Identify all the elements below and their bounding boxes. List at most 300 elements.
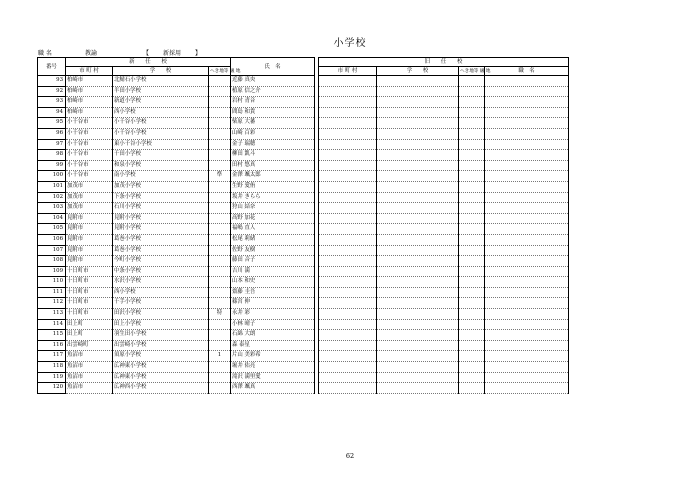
new-school: 羽生田小学校	[113, 330, 209, 341]
old-position	[485, 97, 569, 108]
old-city	[319, 319, 377, 330]
new-city: 加茂市	[66, 203, 113, 214]
old-remote-grade	[459, 245, 485, 256]
old-city	[319, 372, 377, 383]
teacher-name: 狩山 結奈	[231, 203, 315, 214]
row-number: 98	[38, 150, 66, 161]
teacher-name: 福嶋 直人	[231, 224, 315, 235]
old-position	[485, 160, 569, 171]
row-number: 104	[38, 213, 66, 224]
header-number: 番号	[38, 58, 66, 76]
old-position	[485, 181, 569, 192]
old-remote-grade	[459, 383, 485, 394]
status-label: 新採用	[163, 50, 182, 57]
row-number: 108	[38, 256, 66, 267]
old-city	[319, 86, 377, 97]
teacher-name: 吉川 満	[231, 266, 315, 277]
row-number: 107	[38, 245, 66, 256]
header-school: 学 校	[113, 67, 209, 76]
old-school	[377, 330, 459, 341]
teacher-name: 佐野 友樹	[231, 245, 315, 256]
row-number: 116	[38, 340, 66, 351]
teacher-name: 高野 加花	[231, 213, 315, 224]
teacher-name: 永井 彩	[231, 309, 315, 320]
old-school	[377, 372, 459, 383]
new-school: 半田小学校	[113, 86, 209, 97]
old-school	[377, 139, 459, 150]
old-school	[377, 309, 459, 320]
teacher-name: 植原 信之介	[231, 86, 315, 97]
old-position	[485, 383, 569, 394]
old-school	[377, 362, 459, 373]
old-position	[485, 319, 569, 330]
header-remote-grade: へき地等 級 地	[210, 68, 241, 74]
new-remote-grade	[209, 340, 231, 351]
row-number: 103	[38, 203, 66, 214]
old-school	[377, 383, 459, 394]
old-remote-grade	[459, 181, 485, 192]
position-label: 職 名	[38, 50, 52, 57]
old-school	[377, 245, 459, 256]
old-position	[485, 256, 569, 267]
new-city: 柏崎市	[66, 76, 113, 87]
teacher-name: 坂井 きらら	[231, 192, 315, 203]
table-row	[38, 107, 569, 118]
table-row	[38, 213, 569, 224]
table-row	[38, 256, 569, 267]
new-city: 見附市	[66, 224, 113, 235]
teacher-name: 山崎 百彩	[231, 128, 315, 139]
teacher-name: 山本 和史	[231, 277, 315, 288]
old-city	[319, 150, 377, 161]
old-remote-grade	[459, 277, 485, 288]
old-position	[485, 118, 569, 129]
old-school	[377, 234, 459, 245]
old-position	[485, 171, 569, 182]
new-remote-grade	[209, 298, 231, 309]
table-row	[38, 383, 569, 394]
old-remote-grade	[459, 287, 485, 298]
table-row	[38, 192, 569, 203]
new-city: 田上町	[66, 330, 113, 341]
new-school: 見附小学校	[113, 224, 209, 235]
old-position	[485, 86, 569, 97]
new-city: 加茂市	[66, 192, 113, 203]
old-remote-grade	[459, 97, 485, 108]
row-number: 101	[38, 181, 66, 192]
teacher-name: 金澤 颯太郎	[231, 171, 315, 182]
old-position	[485, 340, 569, 351]
old-school	[377, 340, 459, 351]
teacher-name: 西澤 颯真	[231, 383, 315, 394]
new-city: 十日町市	[66, 309, 113, 320]
table-row	[38, 372, 569, 383]
old-remote-grade	[459, 234, 485, 245]
row-number: 115	[38, 330, 66, 341]
new-school: 小千谷小学校	[113, 128, 209, 139]
new-city: 小千谷市	[66, 160, 113, 171]
old-position	[485, 245, 569, 256]
old-remote-grade	[459, 224, 485, 235]
row-number: 118	[38, 362, 66, 373]
old-school	[377, 203, 459, 214]
row-number: 110	[38, 277, 66, 288]
new-remote-grade	[209, 203, 231, 214]
new-city: 加茂市	[66, 181, 113, 192]
old-remote-grade	[459, 128, 485, 139]
teacher-name: 堀井 佑亮	[231, 362, 315, 373]
old-city	[319, 351, 377, 362]
row-number: 99	[38, 160, 66, 171]
old-city	[319, 266, 377, 277]
row-number: 94	[38, 107, 66, 118]
old-city	[319, 256, 377, 267]
teacher-name: 近藤 真央	[231, 76, 315, 87]
table-row	[38, 351, 569, 362]
new-remote-grade: 特	[209, 309, 231, 320]
table-row	[38, 287, 569, 298]
old-remote-grade	[459, 203, 485, 214]
old-school	[377, 266, 459, 277]
header-old-school: 学 校	[377, 67, 459, 76]
old-city	[319, 118, 377, 129]
old-remote-grade	[459, 256, 485, 267]
old-city	[319, 160, 377, 171]
old-remote-grade	[459, 139, 485, 150]
row-number: 93	[38, 76, 66, 87]
old-school	[377, 319, 459, 330]
header-new-school-group: 新 任 校	[66, 58, 231, 67]
table-row	[38, 97, 569, 108]
table-row	[38, 181, 569, 192]
old-position	[485, 372, 569, 383]
teacher-name: 滝沢 満里愛	[231, 372, 315, 383]
old-school	[377, 277, 459, 288]
new-remote-grade	[209, 362, 231, 373]
table-row	[38, 76, 569, 87]
header-old-position: 職 名	[485, 67, 569, 76]
new-school: 千田小学校	[113, 150, 209, 161]
old-position	[485, 298, 569, 309]
teacher-name: 田村 悠真	[231, 160, 315, 171]
old-remote-grade	[459, 160, 485, 171]
new-city: 十日町市	[66, 287, 113, 298]
new-city: 柏崎市	[66, 86, 113, 97]
teacher-name: 柳田 凱斗	[231, 150, 315, 161]
row-number: 113	[38, 309, 66, 320]
old-city	[319, 330, 377, 341]
old-position	[485, 76, 569, 87]
new-school: 北鯖石小学校	[113, 76, 209, 87]
new-school: 小千谷小学校	[113, 118, 209, 129]
table-row	[38, 128, 569, 139]
new-remote-grade	[209, 139, 231, 150]
old-school	[377, 351, 459, 362]
teacher-name: 石綿 大朗	[231, 330, 315, 341]
table-row	[38, 298, 569, 309]
row-number: 119	[38, 372, 66, 383]
header-old-remote-grade: へき地等 級 地	[460, 68, 491, 74]
new-remote-grade	[209, 160, 231, 171]
new-school: 和泉小学校	[113, 160, 209, 171]
new-city: 見附市	[66, 256, 113, 267]
table-row	[38, 309, 569, 320]
old-position	[485, 203, 569, 214]
new-school: 今町小学校	[113, 256, 209, 267]
old-position	[485, 351, 569, 362]
header-old-school-group: 旧 任 校	[319, 58, 569, 67]
old-school	[377, 160, 459, 171]
header-name: 氏 名	[231, 58, 315, 76]
new-remote-grade	[209, 372, 231, 383]
old-remote-grade	[459, 192, 485, 203]
table-row	[38, 224, 569, 235]
header-old-city: 市 町 村	[319, 67, 377, 76]
table-row	[38, 171, 569, 182]
old-city	[319, 224, 377, 235]
new-city: 柏崎市	[66, 107, 113, 118]
old-position	[485, 234, 569, 245]
row-number: 117	[38, 351, 66, 362]
row-number: 120	[38, 383, 66, 394]
old-position	[485, 224, 569, 235]
new-school: 千手小学校	[113, 298, 209, 309]
old-school	[377, 97, 459, 108]
old-remote-grade	[459, 362, 485, 373]
old-city	[319, 97, 377, 108]
new-remote-grade	[209, 107, 231, 118]
teacher-name: 金子 瑞穂	[231, 139, 315, 150]
table-row	[38, 203, 569, 214]
row-number: 114	[38, 319, 66, 330]
row-number: 93	[38, 97, 66, 108]
old-city	[319, 107, 377, 118]
new-remote-grade	[209, 319, 231, 330]
old-school	[377, 118, 459, 129]
table-row	[38, 118, 569, 129]
new-remote-grade	[209, 118, 231, 129]
table-row	[38, 362, 569, 373]
teacher-name: 小林 晴子	[231, 319, 315, 330]
teacher-name: 森 泰星	[231, 340, 315, 351]
new-school: 水沢小学校	[113, 277, 209, 288]
old-city	[319, 181, 377, 192]
row-number: 112	[38, 298, 66, 309]
new-remote-grade	[209, 234, 231, 245]
old-position	[485, 213, 569, 224]
new-school: 田上小学校	[113, 319, 209, 330]
teacher-name: 片山 美彩希	[231, 351, 315, 362]
old-school	[377, 86, 459, 97]
row-number: 106	[38, 234, 66, 245]
old-school	[377, 192, 459, 203]
old-city	[319, 383, 377, 394]
new-remote-grade	[209, 181, 231, 192]
bracket-open: 【	[143, 50, 150, 57]
new-school: 葛巻小学校	[113, 234, 209, 245]
new-remote-grade	[209, 256, 231, 267]
old-position	[485, 287, 569, 298]
table-row	[38, 160, 569, 171]
new-school: 出雲崎小学校	[113, 340, 209, 351]
new-city: 小千谷市	[66, 139, 113, 150]
teacher-name: 岩村 青音	[231, 97, 315, 108]
old-remote-grade	[459, 309, 485, 320]
new-city: 見附市	[66, 245, 113, 256]
old-position	[485, 266, 569, 277]
new-school: 石川小学校	[113, 203, 209, 214]
old-city	[319, 76, 377, 87]
new-school: 南小学校	[113, 171, 209, 182]
new-remote-grade: 1	[209, 351, 231, 362]
new-school: 新道小学校	[113, 97, 209, 108]
new-school: 広神西小学校	[113, 383, 209, 394]
old-position	[485, 150, 569, 161]
teacher-name: 篠宮 伸	[231, 298, 315, 309]
old-city	[319, 287, 377, 298]
old-remote-grade	[459, 213, 485, 224]
old-remote-grade	[459, 298, 485, 309]
row-number: 105	[38, 224, 66, 235]
old-remote-grade	[459, 319, 485, 330]
row-number: 102	[38, 192, 66, 203]
page-title: 小学校	[333, 38, 367, 49]
teacher-name: 間島 和貴	[231, 107, 315, 118]
teacher-name: 藤田 音子	[231, 256, 315, 267]
bracket-close: 】	[195, 50, 202, 57]
old-position	[485, 128, 569, 139]
teacher-name: 齋藤 圭吾	[231, 287, 315, 298]
old-school	[377, 298, 459, 309]
old-city	[319, 245, 377, 256]
table-row	[38, 86, 569, 97]
new-city: 出雲崎町	[66, 340, 113, 351]
old-remote-grade	[459, 118, 485, 129]
old-city	[319, 362, 377, 373]
row-number: 111	[38, 287, 66, 298]
new-school: 田沢小学校	[113, 309, 209, 320]
new-remote-grade	[209, 192, 231, 203]
new-city: 魚沼市	[66, 372, 113, 383]
new-remote-grade	[209, 128, 231, 139]
new-remote-grade: 準	[209, 171, 231, 182]
old-school	[377, 256, 459, 267]
new-school: 中条小学校	[113, 266, 209, 277]
assignment-table	[37, 57, 569, 394]
old-remote-grade	[459, 330, 485, 341]
old-school	[377, 171, 459, 182]
table-row	[38, 234, 569, 245]
old-position	[485, 330, 569, 341]
teacher-name: 生野 愛侑	[231, 181, 315, 192]
old-city	[319, 139, 377, 150]
old-remote-grade	[459, 266, 485, 277]
row-number: 97	[38, 139, 66, 150]
new-city: 見附市	[66, 234, 113, 245]
old-position	[485, 139, 569, 150]
table-row	[38, 277, 569, 288]
old-position	[485, 192, 569, 203]
table-row	[38, 319, 569, 330]
new-remote-grade	[209, 224, 231, 235]
new-city: 小千谷市	[66, 128, 113, 139]
new-remote-grade	[209, 97, 231, 108]
old-position	[485, 309, 569, 320]
new-city: 見附市	[66, 213, 113, 224]
old-city	[319, 234, 377, 245]
new-school: 西小学校	[113, 287, 209, 298]
row-number: 109	[38, 266, 66, 277]
table-row	[38, 245, 569, 256]
old-city	[319, 203, 377, 214]
old-remote-grade	[459, 76, 485, 87]
old-school	[377, 224, 459, 235]
new-remote-grade	[209, 287, 231, 298]
new-school: 見附小学校	[113, 213, 209, 224]
row-number: 92	[38, 86, 66, 97]
new-city: 十日町市	[66, 298, 113, 309]
new-remote-grade	[209, 383, 231, 394]
new-city: 小千谷市	[66, 118, 113, 129]
old-school	[377, 181, 459, 192]
new-school: 葛巻小学校	[113, 245, 209, 256]
row-number: 100	[38, 171, 66, 182]
new-city: 小千谷市	[66, 150, 113, 161]
new-remote-grade	[209, 213, 231, 224]
old-school	[377, 150, 459, 161]
row-number: 95	[38, 118, 66, 129]
table-row	[38, 150, 569, 161]
old-remote-grade	[459, 107, 485, 118]
new-remote-grade	[209, 150, 231, 161]
old-remote-grade	[459, 86, 485, 97]
old-city	[319, 340, 377, 351]
new-school: 西小学校	[113, 107, 209, 118]
old-position	[485, 107, 569, 118]
table-row	[38, 139, 569, 150]
row-number: 96	[38, 128, 66, 139]
new-city: 小千谷市	[66, 171, 113, 182]
new-school: 須原小学校	[113, 351, 209, 362]
old-school	[377, 213, 459, 224]
table-row	[38, 266, 569, 277]
old-remote-grade	[459, 351, 485, 362]
new-remote-grade	[209, 76, 231, 87]
old-city	[319, 128, 377, 139]
new-school: 東小千谷小学校	[113, 139, 209, 150]
old-position	[485, 362, 569, 373]
old-city	[319, 277, 377, 288]
old-city	[319, 298, 377, 309]
header-city: 市 町 村	[66, 67, 113, 76]
teacher-name: 松尾 莉緒	[231, 234, 315, 245]
table-row	[38, 330, 569, 341]
old-city	[319, 309, 377, 320]
new-remote-grade	[209, 245, 231, 256]
new-city: 魚沼市	[66, 351, 113, 362]
new-school: 広神東小学校	[113, 362, 209, 373]
new-city: 十日町市	[66, 266, 113, 277]
old-school	[377, 128, 459, 139]
new-school: 加茂小学校	[113, 181, 209, 192]
new-city: 十日町市	[66, 277, 113, 288]
old-school	[377, 287, 459, 298]
teacher-name: 柴原 大蕃	[231, 118, 315, 129]
new-school: 下条小学校	[113, 192, 209, 203]
old-remote-grade	[459, 340, 485, 351]
old-city	[319, 192, 377, 203]
old-school	[377, 107, 459, 118]
